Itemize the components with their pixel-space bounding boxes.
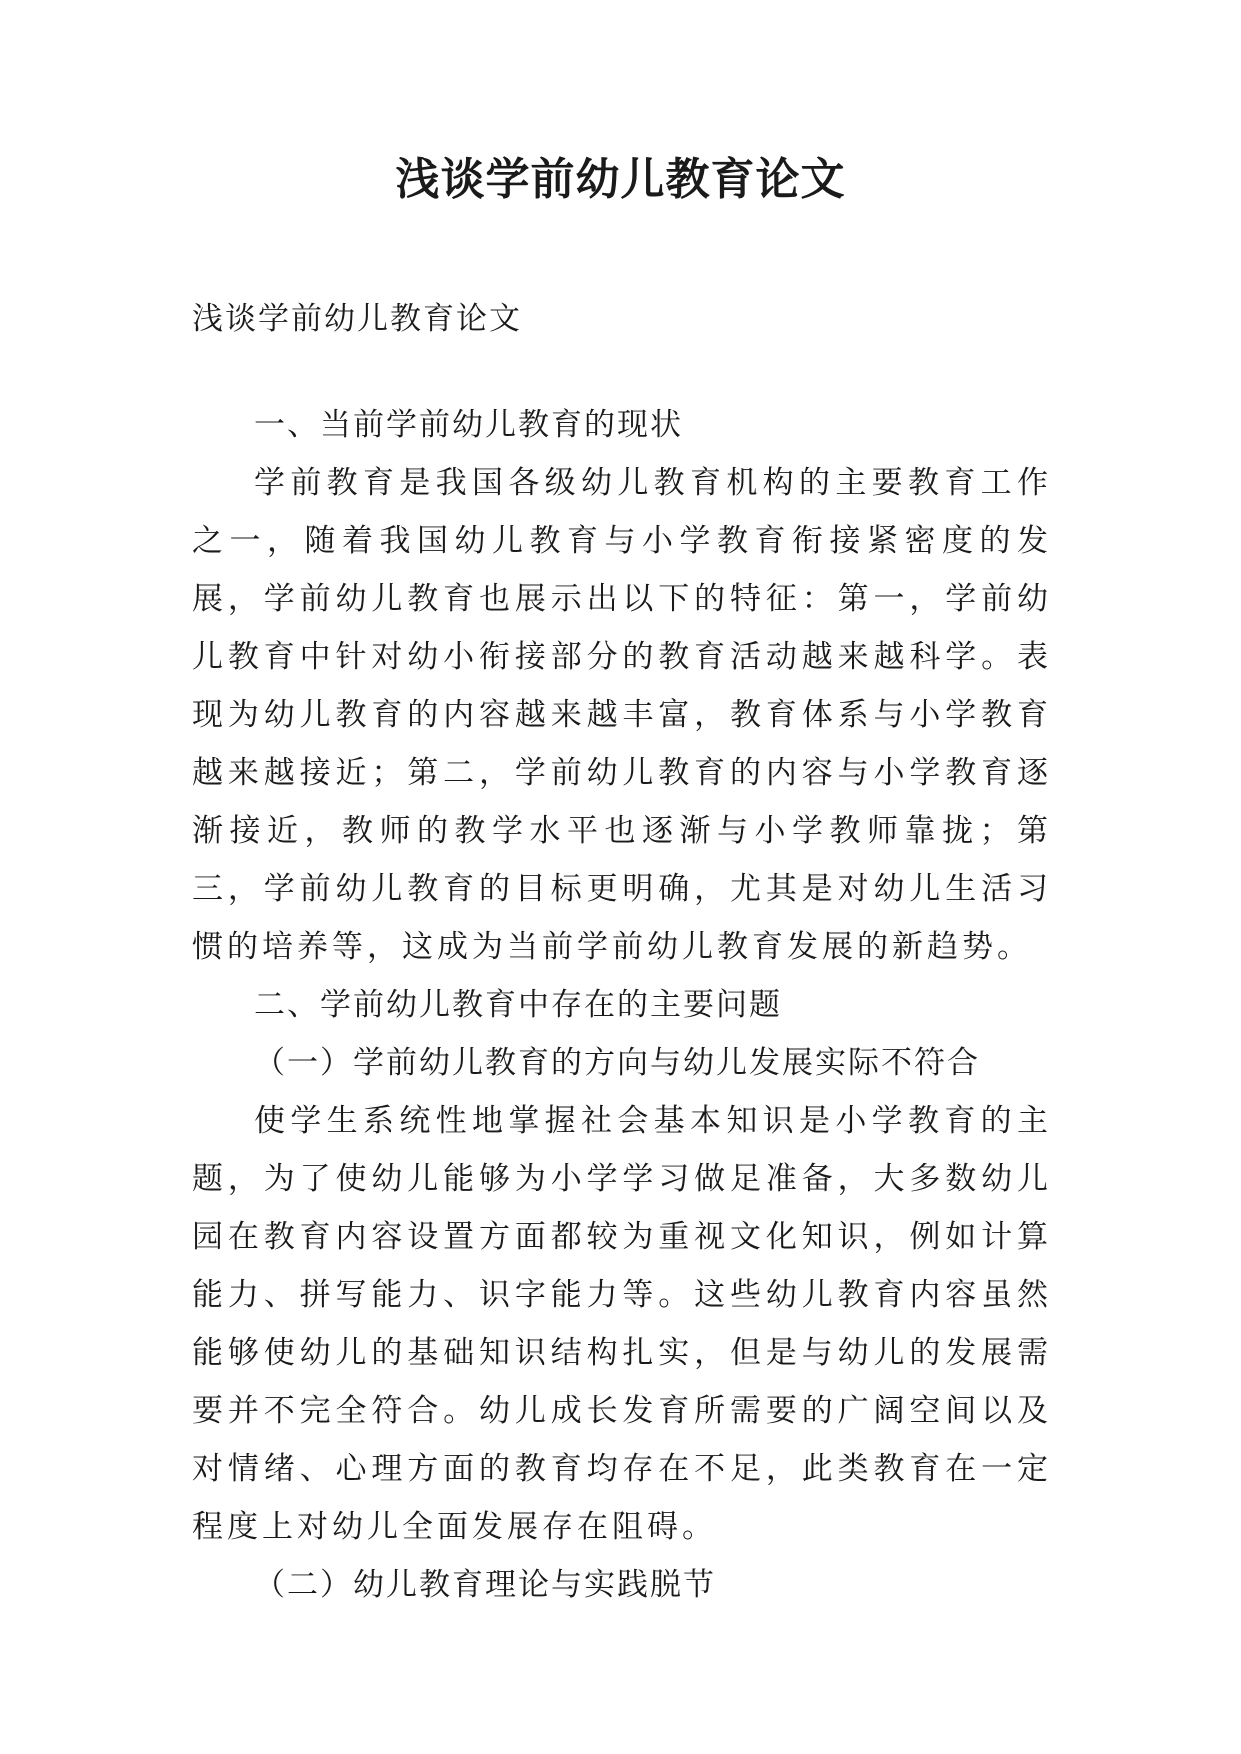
section-heading-1: 一、当前学前幼儿教育的现状 xyxy=(254,407,683,443)
section-heading-2: 二、学前幼儿教育中存在的主要问题 xyxy=(254,987,782,1023)
document-body xyxy=(192,290,1052,1614)
document-subtitle: 浅谈学前幼儿教育论文 xyxy=(192,301,522,337)
paragraph-1: 学前教育是我国各级幼儿教育机构的主要教育工作之一，随着我国幼儿教育与小学教育衔接紧密度的发展，学前幼儿教育也展示出以下的特征：第一，学前幼儿教育中针对幼小衔接部分的教育活动越来越科学。表现为幼儿教育的内容越来越丰富，教育体系与小学教育越来越接近；第二，学前幼儿教育的内容与小学教育逐渐接近，教师的教学水平也逐渐与小学教师靠拢；第三，学前幼儿教育的目标更明确，尤其是对幼儿生活习惯的培养等，这成为当前学前幼儿教育发展的新趋势。 xyxy=(192,465,1052,965)
document-title: 浅谈学前幼儿教育论文 xyxy=(395,154,846,205)
paragraph-2: 使学生系统性地掌握社会基本知识是小学教育的主题，为了使幼儿能够为小学学习做足准备，大多数幼儿园在教育内容设置方面都较为重视文化知识，例如计算能力、拼写能力、识字能力等。这些幼儿教育内容虽然能够使幼儿的基础知识结构扎实，但是与幼儿的发展需要并不完全符合。幼儿成长发育所需要的广阔空间以及对情绪、心理方面的教育均存在不足，此类教育在一定程度上对幼儿全面发展存在阻碍。 xyxy=(192,1103,1052,1545)
subsection-heading-2: （二）幼儿教育理论与实践脱节 xyxy=(254,1567,716,1603)
subsection-heading-1: （一）学前幼儿教育的方向与幼儿发展实际不符合 xyxy=(254,1045,980,1081)
